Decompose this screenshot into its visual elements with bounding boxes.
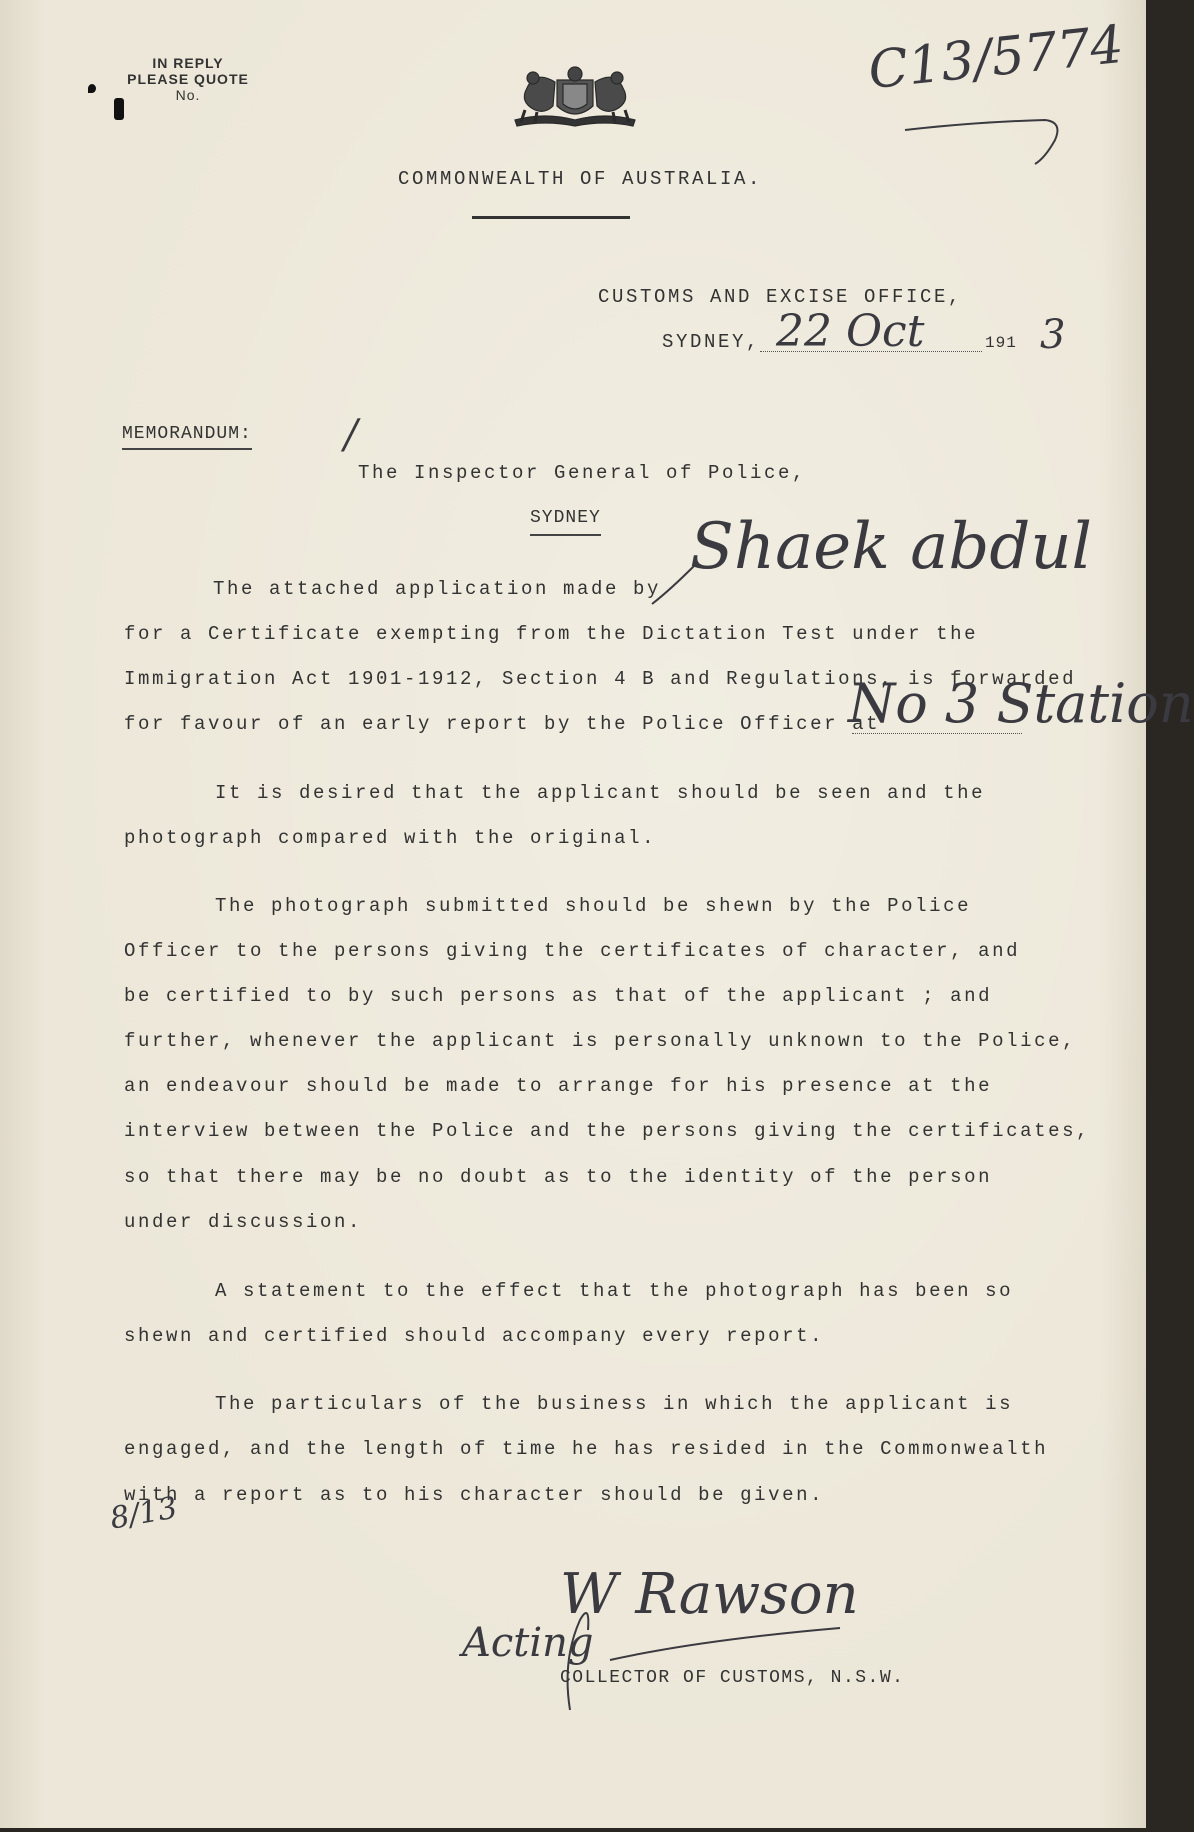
body-line: further, whenever the applicant is personally unknown to the Police, (124, 1030, 1077, 1052)
file-number-handwritten: C13/5774 (865, 14, 1127, 102)
acting-handwritten: Acting (462, 1620, 594, 1666)
body-line: photograph compared with the original. (124, 827, 657, 849)
office-name: CUSTOMS AND EXCISE OFFICE, (598, 286, 963, 308)
body-line: an endeavour should be made to arrange for his presence at the (124, 1075, 993, 1097)
reply-line-2: PLEASE QUOTE (127, 71, 249, 87)
reply-reference-block (118, 55, 258, 103)
office-city: SYDNEY, (662, 331, 761, 353)
body-line: A statement to the effect that the photograph has been so (215, 1280, 1014, 1302)
body-line: for a Certificate exempting from the Dictation Test under the (124, 623, 979, 645)
addressee-city: SYDNEY (530, 508, 601, 536)
body-line: interview between the Police and the persons giving the certificates, (124, 1120, 1091, 1142)
signature-flourish (540, 1600, 860, 1720)
body-line: so that there may be no doubt as to the identity of the person (124, 1166, 993, 1188)
body-line: engaged, and the length of time he has resided in the Commonwealth (124, 1438, 1049, 1460)
year-prefix: 191 (985, 334, 1017, 352)
station-handwritten: No 3 Station (848, 672, 1194, 735)
margin-note-handwritten: 8/13 (107, 1490, 180, 1537)
title-divider (472, 216, 630, 219)
body-line: The photograph submitted should be shewn by the Police (215, 895, 972, 917)
page-title: COMMONWEALTH OF AUSTRALIA. (398, 168, 763, 190)
ink-blot (114, 98, 124, 120)
body-line: with a report as to his character should be given. (124, 1484, 825, 1506)
check-mark: / (344, 412, 358, 458)
file-number-underline (895, 60, 1075, 170)
signature-title: COLLECTOR OF CUSTOMS, N.S.W. (560, 1668, 905, 1688)
signature-handwritten: W Rawson (560, 1562, 859, 1627)
reply-line-1: IN REPLY (152, 55, 224, 71)
body-line: for favour of an early report by the Police Officer at (124, 713, 881, 735)
reply-line-3: No. (175, 87, 201, 103)
year-suffix-handwritten: 3 (1040, 312, 1066, 358)
body-line: under discussion. (124, 1211, 363, 1233)
body-line: It is desired that the applicant should be seen and the (215, 782, 986, 804)
body-line: shewn and certified should accompany every report. (124, 1325, 825, 1347)
body-line: be certified to by such persons as that of the applicant ; and (124, 985, 993, 1007)
addressee: The Inspector General of Police, (358, 462, 807, 484)
date-handwritten: 22 Oct (776, 306, 925, 357)
applicant-name-handwritten: Shaek abdul (690, 510, 1092, 584)
body-line: The particulars of the business in which the applicant is (215, 1393, 1014, 1415)
body-line: Immigration Act 1901-1912, Section 4 B and Regulations, is forwarded (124, 668, 1077, 690)
body-line: The attached application made by (213, 578, 662, 600)
pen-stroke (650, 560, 700, 610)
memorandum-label: MEMORANDUM: (122, 424, 252, 450)
ink-blot (88, 84, 96, 93)
body-line: Officer to the persons giving the certificates of character, and (124, 940, 1021, 962)
coat-of-arms-icon (505, 62, 645, 130)
